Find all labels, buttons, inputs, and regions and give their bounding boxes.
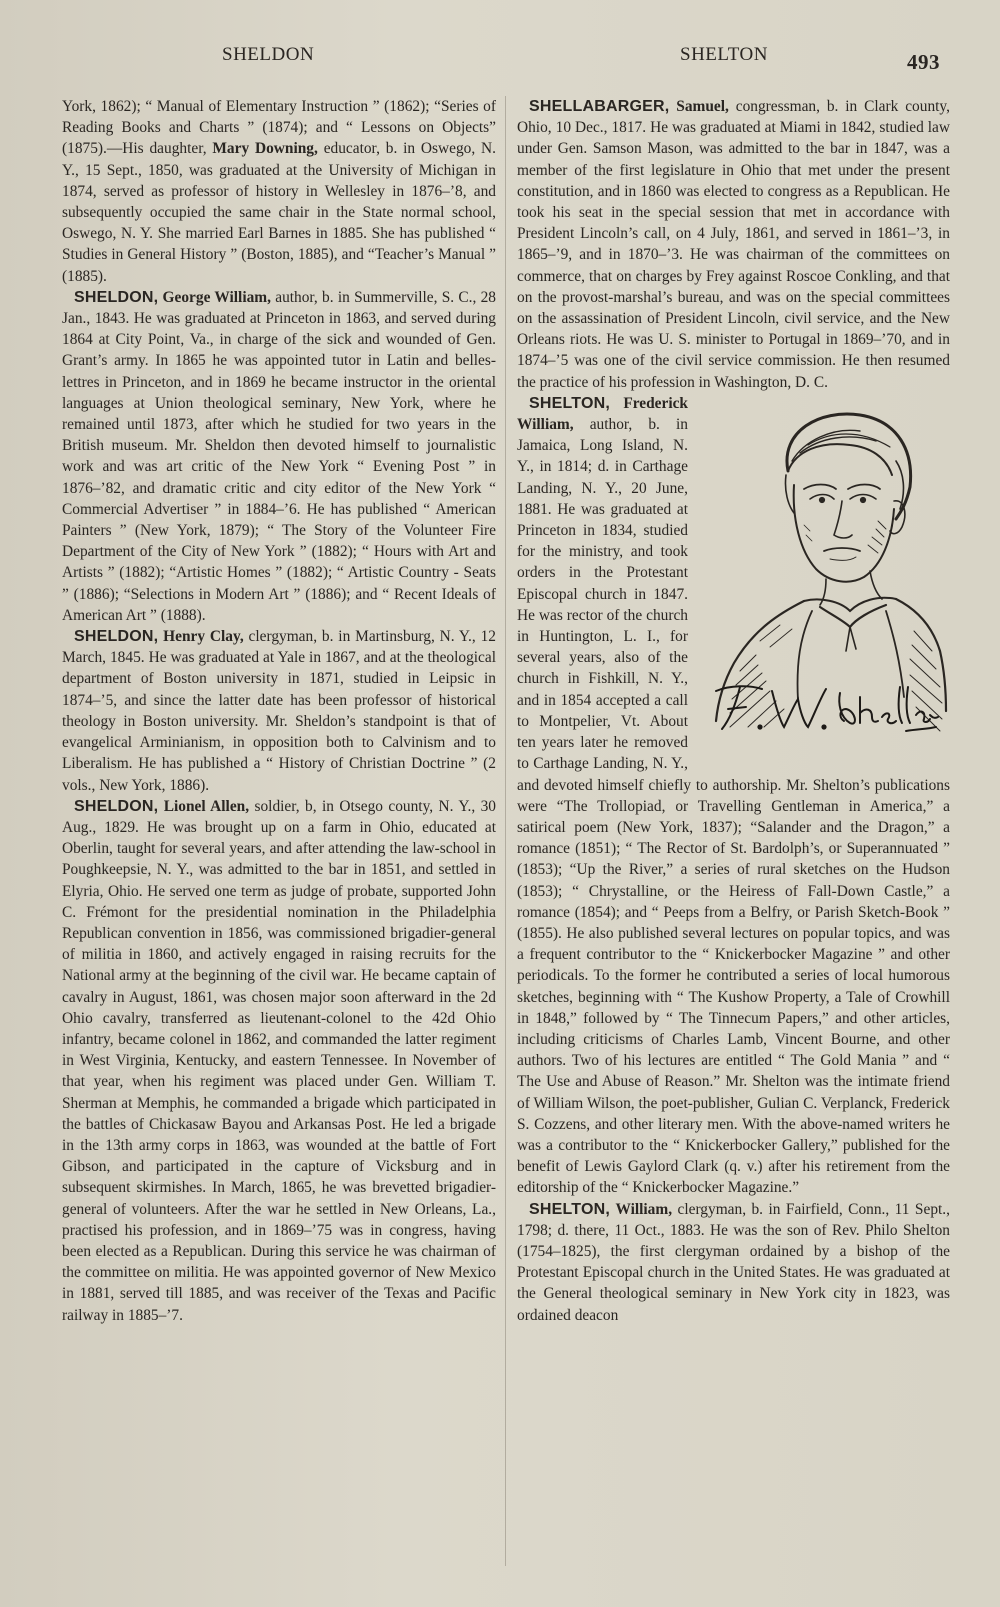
entry-surname: SHELTON, (529, 394, 611, 412)
entry-given-name: Samuel, (676, 98, 729, 115)
header-right-word: SHELTON (680, 44, 768, 65)
column-divider (505, 96, 506, 1566)
entry-surname: SHELTON, (529, 1200, 611, 1218)
right-column (517, 96, 950, 1586)
entry-given-name: Lionel Allen, (163, 797, 250, 815)
entry-given-name: Frederick William, (517, 394, 688, 434)
entry-text: author, b. in Summerville, S. C., 28 Jan., 1843. He was graduated at Princeton in 1863, and served during 1864 at City Point, Va., in charge of the sick and wounded of Gen. Grant’s army. In 1865 he was appointed tutor in Latin and belles-lettres in Princeton, and in 1869 he became instructor in the oriental languages at Union theological seminary, New York, where he remained until 1873, after which he studied for two years in the British museum. Mr. Sheldon then devoted himself to journalistic work and was art critic of the New York “ Evening Post ” in 1876–’82, and dramatic critic and city editor of the New York “ Commercial Advertiser ” in 1884–’6. He has published “ American Painters ” (New York, 1879); “ The Story of the Volunteer Fire Department of the City of New York ” (1882); “ Hours with Art and Artists ” (1882); “Artistic Homes ” (1882); “ Artistic Country - Seats ” (1886); “Selections in Modern Art ” (1886); and “ Recent Ideals of American Art ” (1888). (62, 288, 496, 624)
entry-sheldon-george-william (62, 287, 496, 626)
entry-text: soldier, b, in Otsego county, N. Y., 30 Aug., 1829. He was brought up on a farm in Ohio, educated at Oberlin, taught for several years, and after attending the law-school in Poughkeepsie, N. Y., was admitted to the bar in 1851, and settled in Elyria, Ohio. He served one term as judge of probate, supported John C. Frémont for the presidential nomination in the Philadelphia Republican convention in 1856, was commissioned brigadier-general of militia in 1860, and actively engaged in raising recruits for the National army at the beginning of the civil war. He became captain of cavalry in August, 1861, was chosen major soon afterward in the 2d Ohio cavalry, transferred as lieutenant-colonel to the 42d Ohio infantry, became colonel in 1862, and commanded the latter regiment in West Virginia, Kentucky, and eastern Tennessee. In November of that year, when his regiment was placed under Gen. William T. Sherman at Memphis, he commanded a brigade which participated in the battles of Chickasaw Bayou and Arkansas Post. He led a brigade in the 13th army corps in 1863, was wounded at the battle of Fort Gibson, and participated in the capture of Vicksburg and in subsequent skirmishes. In March, 1865, he was brevetted brigadier-general of volunteers. After the war he settled in New Orleans, La., practised his profession, and in 1869–’75 was in congress, having been elected as a Republican. During this service he was chairman of the committee on militia. He was appointed governor of New Mexico in 1881, served till 1885, and was receiver of the Texas and Pacific railway in 1885–’7. (62, 797, 496, 1324)
entry-given-name: William, (615, 1200, 673, 1218)
signature-image (710, 677, 940, 737)
left-column (62, 96, 496, 1586)
entry-text: author, b. in Jamaica, Long Island, N. Y., in 1814; d. in Carthage Landing, N. Y., 20 June, 1881. He was graduated at Princeton in 1834, studied for the ministry, and took orders in the Protestant Episcopal church in 1847. He was rector of the church in Huntington, L. I., for several years, also of the church in Fishkill, N. Y., and in 1854 accepted a call to Montpelier, Vt. About ten years later he removed to Carthage Landing, N. Y., and devoted himself chiefly to authorship. Mr. Shelton’s publications were “The Trollopiad, or Travelling Gentleman in America,” a satirical poem (New York, 1837); “Salander and the Dragon,” a romance (1851); “ The Rector of St. Bardolph’s, or Superannuated ” (1853); “Up the River,” a series of rural sketches on the Hudson (1853); “ Chrystalline, or the Heiress of Fall-Down Castle,” a romance (1854); and “ Peeps from a Belfry, or Parish Sketch-Book ” (1855). He also published several lectures on popular topics, and was a frequent contributor to the “ Knickerbocker Magazine ” and other periodicals. To the former he contributed a series of local humorous sketches, beginning with “ The Kushow Property, a Tale of Crowhill in 1848,” followed by “ The Tinnecum Papers,” and other articles, including criticisms of Charles Lamb, Vincent Bourne, and other authors. Two of his lectures are entitled “ The Gold Mania ” and “ The Use and Abuse of Reason.” Mr. Shelton was the intimate friend of William Wilson, the poet-publisher, Gulian C. Verplanck, Frederick S. Cozzens, and other literary men. With the above-named writers he was a contributor to the “ Knickerbocker Gallery,” published for the benefit of Lewis Gaylord Clark (q. v.) after his retirement from the editorship of the “ Knickerbocker Magazine.” (517, 416, 950, 1197)
running-head (0, 44, 1000, 74)
entry-given-name: George William, (162, 288, 271, 306)
entry-text: clergyman, b. in Fairfield, Conn., 11 Sept., 1798; d. there, 11 Oct., 1883. He was the son of Rev. Philo Shelton (1754–1825), the first clergyman ordained by a bishop of the Protestant Episcopal church in the United States. He was graduated at the General theological seminary in New York city in 1823, was ordained deacon (517, 1200, 950, 1324)
entry-shelton-william (517, 1199, 950, 1326)
portrait-engraving (700, 401, 950, 757)
entry-subname: Mary Downing, (212, 140, 318, 158)
header-left-word: SHELDON (222, 44, 315, 65)
entry-text: clergyman, b. in Martinsburg, N. Y., 12 March, 1845. He was graduated at Yale in 1867, and at the theological department of Boston university in 1871, studied in Leipsic in 1874–’5, and since the latter date has been professor of historical theology in Boston university. Mr. Sheldon’s standpoint is that of evangelical Arminianism, in opposition both to Calvinism and to Liberalism. He has published a “ History of Christian Doctrine ” (2 vols., New York, 1886). (62, 628, 496, 794)
entry-given-name: Henry Clay, (163, 628, 244, 646)
page-number: 493 (907, 50, 940, 74)
entry-shelton-frederick-william (517, 393, 950, 1199)
entry-sheldon-henry-clay (62, 626, 496, 796)
entry-text: congressman, b. in Clark county, Ohio, 10 Dec., 1817. He was graduated at Miami in 1842, studied law under Gen. Samson Mason, was admitted to the bar in 1847, was a member of the first legislature in Ohio that met under the present constitution, and in 1860 was elected to congress as a Republican. He took his seat in the special session that met in accordance with President Lincoln’s call, on 4 July, 1861, and served in 1861–’3, in 1865–’9, and in 1870–’3. He was chairman of the committees on commerce, that on charges by Frey against Roscoe Conkling, and that on the provost-marshal’s bureau, and was on the special committees on the assassination of President Lincoln, civil service, and the New Orleans riots. He was U. S. minister to Portugal in 1869–’70, and in 1874–’5 was one of the civil service commission. He then resumed the practice of his profession in Washington, D. C. (517, 98, 950, 391)
entry-surname: SHELDON, (74, 288, 159, 306)
entry-sheldon-lionel-allen (62, 796, 496, 1326)
entry-surname: SHELDON, (74, 797, 159, 815)
entry-surname: SHELDON, (74, 628, 159, 646)
entry-continuation: York, 1862); “ Manual of Elementary Instruction ” (1862); “Series of Reading Books and Charts ” (1874); and “ Lessons on Objects” (1875).—His daughter, Mary Downing, educator, b. in Oswego, N. Y., 15 Sept., 1850, was graduated at the University of Michigan in 1874, served as professor of history in Wellesley in 1876–’8, and subsequently occupied the same chair in the State normal school, Oswego, N. Y. She married Earl Barnes in 1885. She has published “ Studies in General History ” (Boston, 1885), and “Teacher’s Manual ” (1885). (62, 98, 496, 285)
entry-shellabarger-samuel (517, 96, 950, 393)
entry-surname: SHELLABARGER, (529, 98, 670, 115)
